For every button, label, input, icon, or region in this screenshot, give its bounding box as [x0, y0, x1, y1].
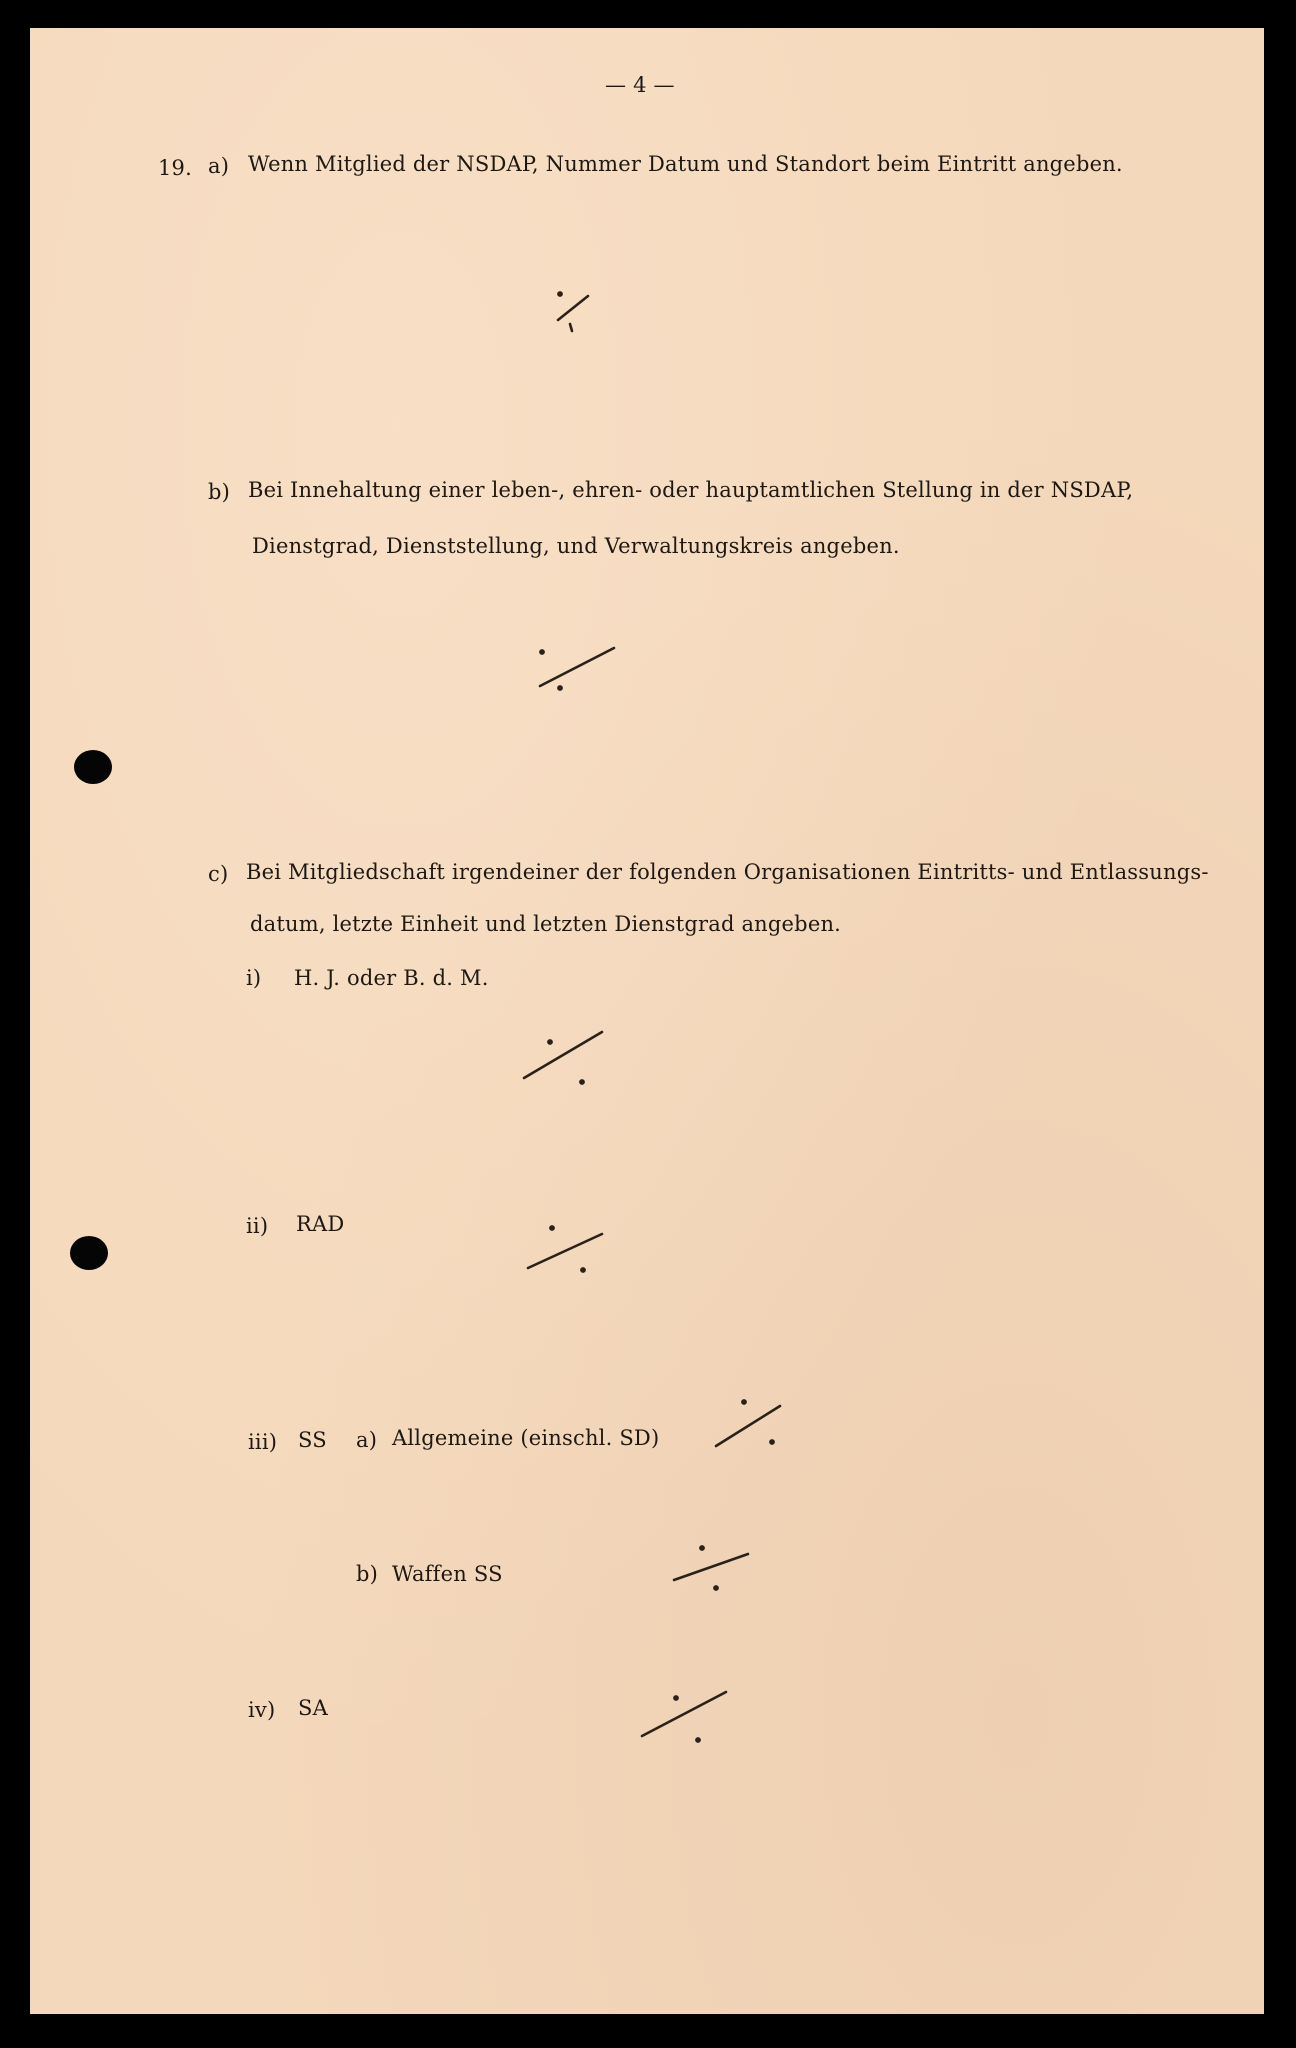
item-a-letter: a): [208, 154, 230, 178]
answer-ii-mark: [528, 1226, 602, 1271]
item-b-letter: b): [208, 480, 231, 504]
answer-iii-a-mark: [716, 1400, 780, 1446]
item-iii-b-label: Waffen SS: [392, 1562, 503, 1586]
item-iii-number: iii): [248, 1430, 278, 1454]
item-ii-number: ii): [246, 1214, 269, 1238]
punch-hole-icon: [70, 1236, 108, 1270]
answer-a-mark: [558, 292, 588, 331]
item-b-line2: Dienstgrad, Dienststellung, und Verwaltungskreis angeben.: [252, 534, 900, 558]
item-iv-number: iv): [248, 1698, 276, 1722]
item-iii-label: SS: [298, 1428, 327, 1452]
item-c-line2: datum, letzte Einheit und letzten Dienstgrad angeben.: [250, 912, 842, 936]
handwritten-marks: [30, 28, 1264, 2014]
item-iii-a-label: Allgemeine (einschl. SD): [392, 1426, 660, 1450]
page-number: — 4 —: [605, 73, 675, 97]
answer-iii-b-mark: [674, 1546, 748, 1589]
item-i-number: i): [246, 966, 262, 990]
item-iii-a-letter: a): [356, 1428, 378, 1452]
item-iv-label: SA: [298, 1696, 328, 1720]
answer-i-mark: [524, 1032, 602, 1084]
item-c-letter: c): [208, 862, 229, 886]
answer-b-mark: [540, 648, 614, 690]
punch-hole-icon: [74, 750, 112, 784]
item-i-label: H. J. oder B. d. M.: [294, 966, 489, 990]
document-page: [30, 28, 1264, 2014]
item-a-text: Wenn Mitglied der NSDAP, Nummer Datum und Standort beim Eintritt angeben.: [248, 152, 1123, 176]
item-ii-label: RAD: [296, 1212, 345, 1236]
item-iii-b-letter: b): [356, 1562, 379, 1586]
answer-iv-mark: [642, 1692, 726, 1742]
item-b-line1: Bei Innehaltung einer leben-, ehren- oder hauptamtlichen Stellung in der NSDAP,: [248, 478, 1134, 502]
question-number: 19.: [158, 156, 192, 180]
item-c-line1: Bei Mitgliedschaft irgendeiner der folgenden Organisationen Eintritts- und Entlassungs-: [246, 860, 1209, 884]
